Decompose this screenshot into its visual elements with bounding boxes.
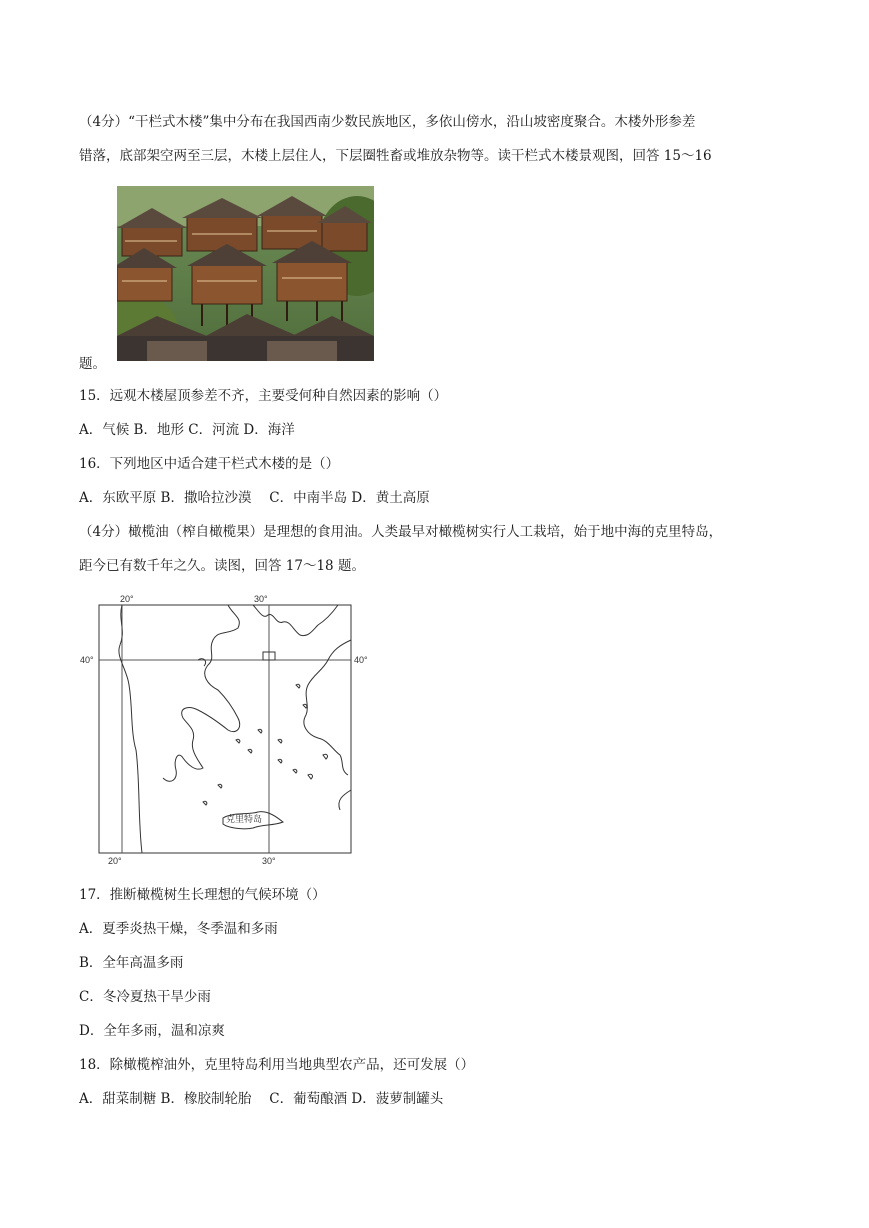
q16-options: A．东欧平原 B．撒哈拉沙漠 C．中南半岛 D．黄土高原	[79, 490, 430, 506]
intro-2-line-1: （4分）橄榄油（榨自橄榄果）是理想的食用油。人类最早对橄榄树实行人工栽培，始于地中海的克里特岛，	[79, 524, 723, 540]
q17-stem: 17．推断橄榄树生长理想的气候环境（）	[79, 887, 326, 903]
lat-label-left: 40°	[80, 655, 94, 665]
lon-label-top-right: 30°	[254, 594, 268, 604]
crete-label: 克里特岛	[226, 814, 263, 824]
q16-stem: 16．下列地区中适合建干栏式木楼的是（）	[79, 456, 340, 472]
q15-stem: 15．远观木楼屋顶参差不齐，主要受何种自然因素的影响（）	[79, 388, 448, 404]
q17-option-c: C．冬冷夏热干旱少雨	[79, 989, 211, 1005]
q17-option-d: D．全年多雨，温和凉爽	[79, 1023, 225, 1039]
lon-label-bottom-right: 30°	[262, 856, 276, 866]
intro-2-line-2: 距今已有数千年之久。读图，回答 17～18 题。	[79, 558, 365, 574]
intro-1-line-1: （4分）“干栏式木楼”集中分布在我国西南少数民族地区，多依山傍水，沿山坡密度聚合。木楼外形参差	[79, 114, 696, 130]
lon-label-bottom-left: 20°	[108, 856, 122, 866]
q17-option-a: A．夏季炎热干燥，冬季温和多雨	[79, 921, 278, 937]
intro-1-line-2: 错落，底部架空两至三层，木楼上层住人，下层圈牲畜或堆放杂物等。读干栏式木楼景观图，回答 15～16	[79, 148, 712, 164]
lon-label-top-left: 20°	[120, 594, 134, 604]
q18-stem: 18．除橄榄榨油外，克里特岛利用当地典型农产品，还可发展（）	[79, 1057, 475, 1073]
crete-map	[78, 590, 368, 870]
q18-options: A．甜菜制糖 B．橡胶制轮胎 C．葡萄酿酒 D．菠萝制罐头	[79, 1091, 444, 1107]
stilt-house-photo	[117, 186, 374, 361]
q15-options: A．气候 B．地形 C．河流 D．海洋	[79, 422, 295, 438]
lat-label-right: 40°	[354, 655, 368, 665]
q17-option-b: B．全年高温多雨	[79, 955, 184, 971]
intro-1-line-3: 题。	[79, 356, 106, 372]
